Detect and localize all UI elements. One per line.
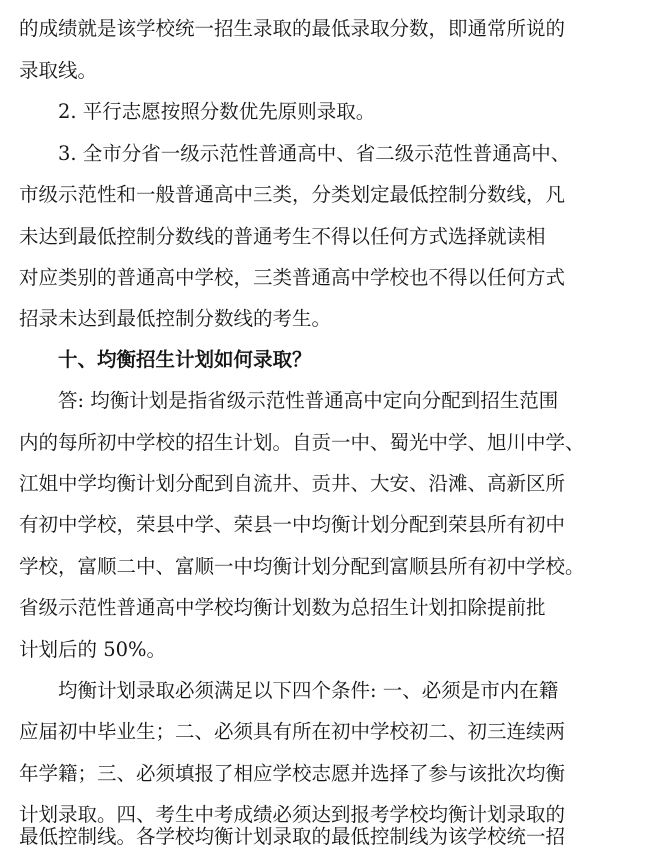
- text-line: 江姐中学均衡计划分配到自流井、贡井、大安、沿滩、高新区所: [19, 472, 566, 495]
- text-line: 最低控制线。各学校均衡计划录取的最低控制线为该学校统一招: [19, 825, 566, 848]
- text-line: 招录未达到最低控制分数线的考生。: [19, 307, 332, 330]
- section-heading: 十、均衡招生计划如何录取？: [58, 348, 312, 371]
- text-line: 的成绩就是该学校统一招生录取的最低录取分数，即通常所说的: [19, 17, 566, 40]
- text-line: 年学籍；三、必须填报了相应学校志愿并选择了参与该批次均衡: [19, 762, 566, 785]
- text-line: 学校，富顺二中、富顺一中均衡计划分配到富顺县所有初中学校。: [19, 555, 585, 578]
- text-line: 未达到最低控制分数线的普通考生不得以任何方式选择就读相: [19, 225, 546, 248]
- text-line: 有初中学校，荣县中学、荣县一中均衡计划分配到荣县所有初中: [19, 513, 566, 536]
- text-line: 计划录取。四、考生中考成绩必须达到报考学校均衡计划录取的: [19, 803, 566, 826]
- list-item-3: 3. 全市分省一级示范性普通高中、省二级示范性普通高中、: [58, 142, 571, 165]
- answer-paragraph: 答: 均衡计划是指省级示范性普通高中定向分配到招生范围: [58, 389, 559, 412]
- text-line: 应届初中毕业生；二、必须具有所在初中学校初二、初三连续两: [19, 720, 566, 743]
- text-line: 录取线。: [19, 59, 98, 82]
- text-line: 计划后的 50%。: [19, 638, 167, 661]
- list-item-2: 2. 平行志愿按照分数优先原则录取。: [58, 100, 376, 123]
- text-line: 省级示范性普通高中学校均衡计划数为总招生计划扣除提前批: [19, 596, 546, 619]
- text-line: 对应类别的普通高中学校，三类普通高中学校也不得以任何方式: [19, 266, 566, 289]
- text-line: 内的每所初中学校的招生计划。自贡一中、蜀光中学、旭川中学、: [19, 431, 585, 454]
- conditions-paragraph: 均衡计划录取必须满足以下四个条件: 一、必须是市内在籍: [58, 679, 559, 702]
- text-line: 市级示范性和一般普通高中三类，分类划定最低控制分数线，凡: [19, 183, 566, 206]
